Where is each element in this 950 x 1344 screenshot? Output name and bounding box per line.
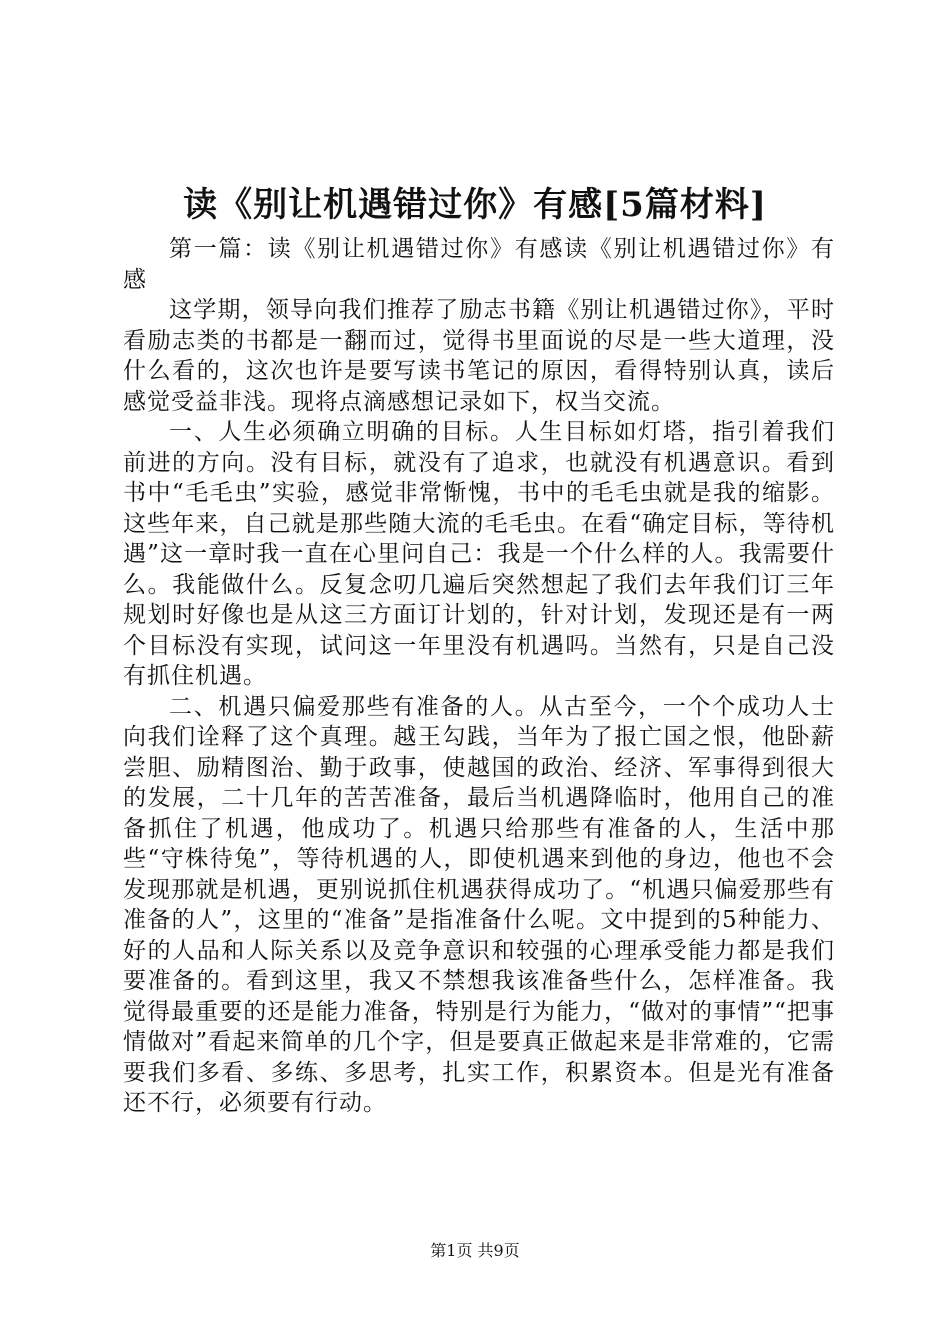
page-number-footer: 第1页 共9页	[430, 1241, 520, 1260]
document-title: 读《别让机遇错过你》有感[5篇材料]	[183, 185, 767, 225]
paragraph-intro: 这学期，领导向我们推荐了励志书籍《别让机遇错过你》，平时看励志类的书都是一翻而过，觉得书里面说的尽是一些大道理，没什么看的，这次也许是要写读书笔记的原因，看得特别认真，读后感觉受益非浅。现将点滴感想记录如下，权当交流。	[123, 297, 835, 415]
paragraph-point-one: 一、人生必须确立明确的目标。人生目标如灯塔，指引着我们前进的方向。没有目标，就没有了追求，也就没有机遇意识。看到书中“毛毛虫”实验，感觉非常惭愧，书中的毛毛虫就是我的缩影。这些年来，自己就是那些随大流的毛毛虫。在看“确定目标，等待机遇”这一章时我一直在心里问自己：我是一个什么样的人。我需要什么。我能做什么。反复念叨几遍后突然想起了我们去年我们订三年规划时好像也是从这三方面订计划的，针对计划，发现还是有一两个目标没有实现，试问这一年里没有机遇吗。当然有，只是自己没有抓住机遇。	[123, 419, 835, 689]
paragraph-point-two: 二、机遇只偏爱那些有准备的人。从古至今，一个个成功人士向我们诠释了这个真理。越王勾践，当年为了报亡国之恨，他卧薪尝胆、励精图治、勤于政事，使越国的政治、经济、军事得到很大的发展，二十几年的苦苦准备，最后当机遇降临时，他用自己的准备抓住了机遇，他成功了。机遇只给那些有准备的人，生活中那些“守株待兔”，等待机遇的人，即使机遇来到他的身边，他也不会发现那就是机遇，更别说抓住机遇获得成功了。“机遇只偏爱那些有准备的人”，这里的“准备”是指准备什么呢。文中提到的5种能力、好的人品和人际关系以及竞争意识和较强的心理承受能力都是我们要准备的。看到这里，我又不禁想我该准备些什么，怎样准备。我觉得最重要的还是能力准备，特别是行为能力，“做对的事情”“把事情做对”看起来简单的几个字，但是要真正做起来是非常难的，它需要我们多看、多练、多思考，扎实工作，积累资本。但是光有准备还不行，必须要有行动。	[123, 693, 835, 1116]
document-body	[123, 234, 835, 1119]
paragraph-heading: 第一篇：读《别让机遇错过你》有感读《别让机遇错过你》有感	[123, 236, 835, 293]
